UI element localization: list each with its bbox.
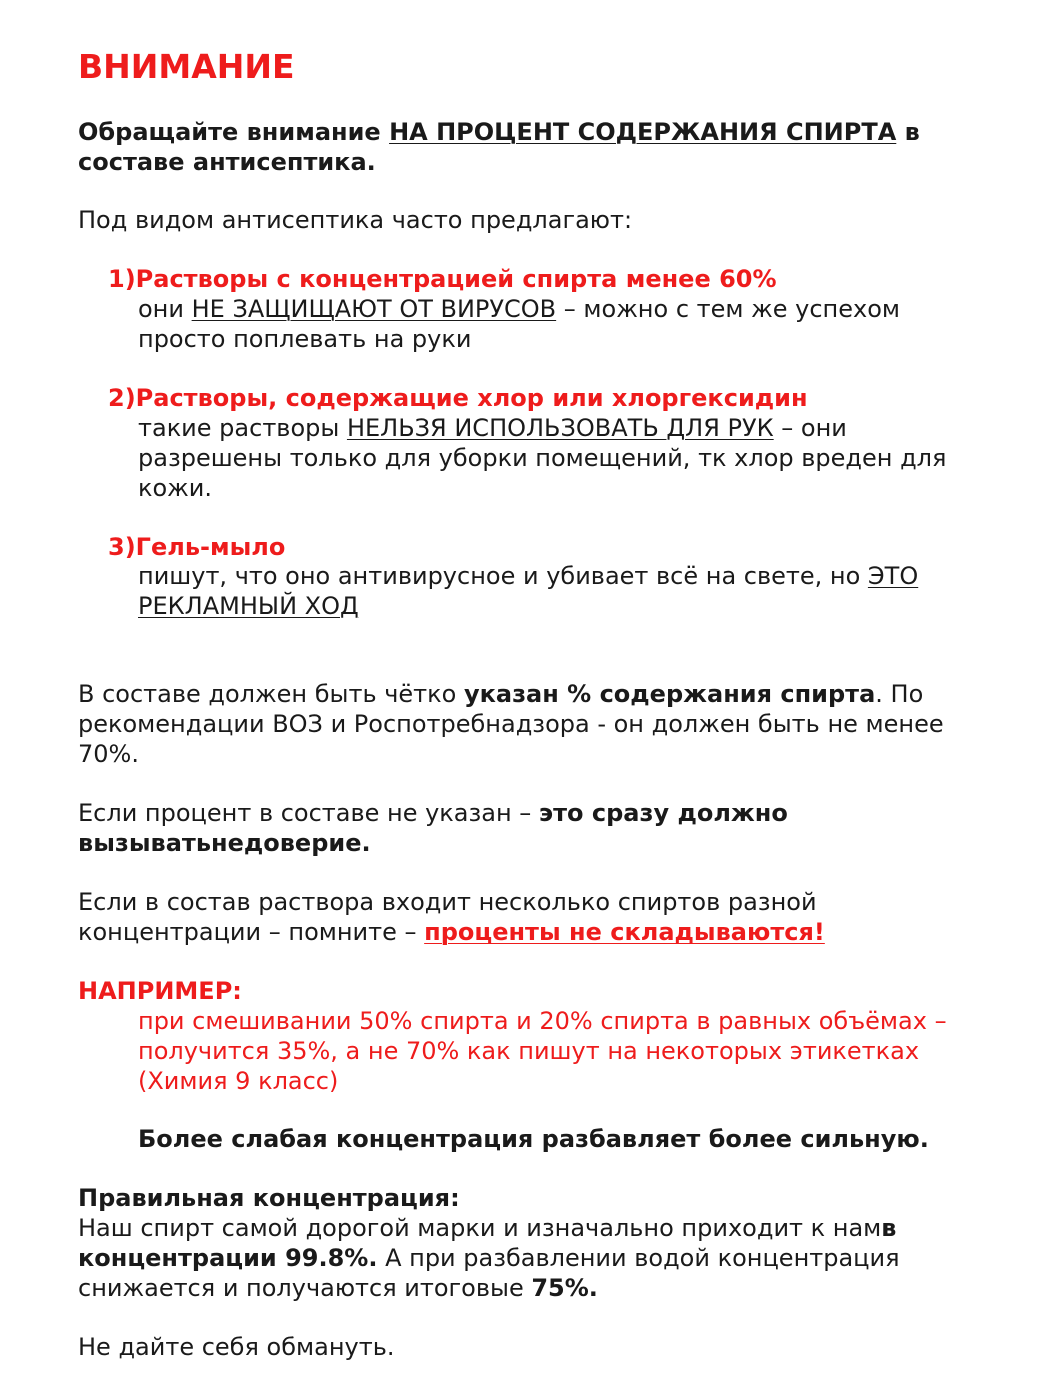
item-2-underlined: НЕЛЬЗЯ ИСПОЛЬЗОВАТЬ ДЛЯ РУК [346, 414, 774, 442]
page-title: ВНИМАНИЕ [78, 47, 295, 86]
intro-prefix: Обращайте внимание [78, 118, 390, 146]
intro-underlined: НА ПРОЦЕНТ СОДЕРЖАНИЯ СПИРТА [389, 118, 897, 146]
para-3-line-2 [78, 917, 825, 947]
para-2-pre: Если процент в составе не указан – [78, 799, 539, 827]
correct-line-1-pre: Наш спирт самой дорогой марки и изначально приходит к нам [78, 1214, 882, 1242]
para-2-line-1 [78, 798, 788, 828]
correct-line-3-pre: снижается и получаются итоговые [78, 1274, 532, 1302]
example-conclusion: Более слабая концентрация разбавляет более сильную. [138, 1125, 929, 1153]
item-1-post: – можно с тем же успехом [556, 295, 900, 323]
item-3-heading: 3)Гель-мыло [108, 533, 286, 561]
item-3-line-2: РЕКЛАМНЫЙ ХОД [138, 592, 359, 620]
correct-line-2-post: А при разбавлении водой концентрация [377, 1244, 900, 1272]
intro-line-1 [78, 117, 920, 147]
para-1-line-2: рекомендации ВОЗ и Роспотребнадзора - он должен быть не менее [78, 710, 944, 738]
para-1-line-3: 70%. [78, 740, 139, 768]
para-2-bold: это сразу должно [538, 799, 788, 827]
para-1-bold: указан % содержания спирта [463, 680, 876, 708]
example-line-2: получится 35%, а не 70% как пишут на некоторых этикетках [138, 1037, 920, 1065]
item-1-pre: они [138, 295, 192, 323]
item-1-line-2: просто поплевать на руки [138, 325, 472, 353]
item-2-post: – они [773, 414, 847, 442]
item-3-line-1 [138, 561, 918, 591]
correct-line-2-bold: концентрации 99.8%. [78, 1244, 378, 1272]
closing-text: Не дайте себя обмануть. [78, 1333, 395, 1361]
para-3-line-1: Если в состав раствора входит несколько спиртов разной [78, 888, 817, 916]
correct-line-2 [78, 1243, 900, 1273]
example-line-1: при смешивании 50% спирта и 20% спирта в равных объёмах – [138, 1007, 947, 1035]
example-line-3: (Химия 9 класс) [138, 1067, 339, 1095]
para-2-line-2: вызыватьнедоверие. [78, 829, 371, 857]
para-3-red-bold: проценты не складываются! [424, 918, 825, 946]
para-1-line-1 [78, 679, 923, 709]
item-2-line-2: разрешены только для уборки помещений, тк хлор вреден для [138, 444, 947, 472]
item-2-pre: такие растворы [138, 414, 347, 442]
item-2-heading: 2)Растворы, содержащие хлор или хлоргексидин [108, 384, 808, 412]
para-1-pre: В составе должен быть чётко [78, 680, 464, 708]
lead-text: Под видом антисептика часто предлагают: [78, 206, 633, 234]
correct-line-1 [78, 1213, 896, 1243]
intro-line-2: составе антисептика. [78, 148, 376, 176]
para-1-post: . По [875, 680, 924, 708]
item-1-underlined: НЕ ЗАЩИЩАЮТ ОТ ВИРУСОВ [191, 295, 557, 323]
item-2-line-3: кожи. [138, 474, 213, 502]
example-heading: НАПРИМЕР: [78, 977, 242, 1005]
correct-line-1-bold: в [881, 1214, 897, 1242]
item-3-underlined: ЭТО [867, 562, 919, 590]
item-2-line-1 [138, 413, 847, 443]
item-1-line-1 [138, 294, 900, 324]
intro-suffix: в [896, 118, 920, 146]
correct-line-3 [78, 1273, 598, 1303]
correct-line-3-bold: 75%. [531, 1274, 598, 1302]
para-3-pre: концентрации – помните – [78, 918, 425, 946]
correct-heading: Правильная концентрация: [78, 1184, 460, 1212]
item-3-pre: пишут, что оно антивирусное и убивает всё на свете, но [138, 562, 868, 590]
item-1-heading: 1)Растворы с концентрацией спирта менее 60% [108, 265, 777, 293]
